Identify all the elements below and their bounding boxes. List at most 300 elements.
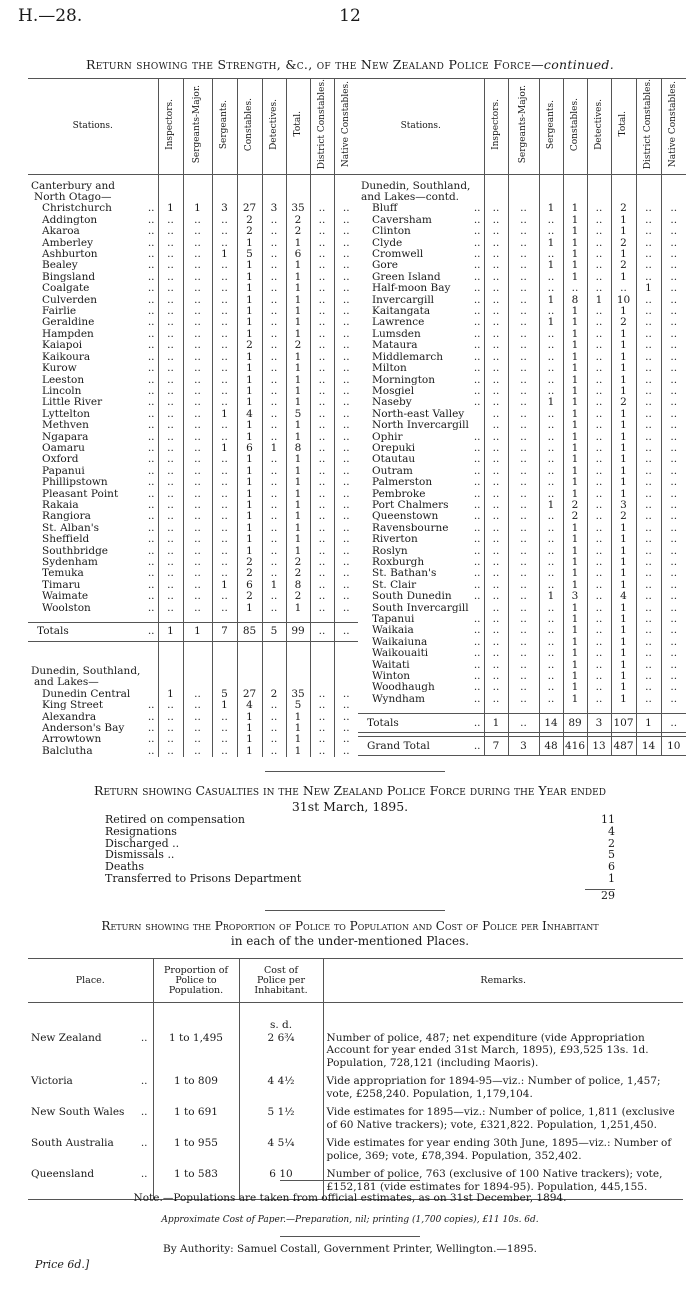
value-cell: 1 <box>563 534 587 545</box>
value-cell: .. <box>183 511 212 522</box>
value-cell: .. <box>508 682 539 693</box>
value-cell: .. <box>212 557 237 568</box>
totals-label-cell <box>28 623 158 642</box>
column-header-label: Total. <box>292 111 303 137</box>
leader-dots: .. <box>147 579 155 591</box>
value-cell: .. <box>158 511 183 522</box>
place-name: New Zealand <box>31 1031 102 1044</box>
station-name-wrap <box>42 215 157 226</box>
value-cell: 1 <box>539 397 563 408</box>
station-name-wrap <box>42 260 157 271</box>
station-name-wrap <box>372 637 483 648</box>
station-name: Kaitangata <box>372 306 431 318</box>
spacer-cell <box>286 614 310 623</box>
value-cell: .. <box>158 500 183 511</box>
value-cell: .. <box>158 591 183 602</box>
value-cell: 1 <box>237 306 262 317</box>
station-name: Mosgiel <box>372 385 415 397</box>
value-cell: .. <box>342 374 350 386</box>
value-cell: .. <box>670 545 678 557</box>
table-row <box>28 306 358 317</box>
table-row <box>28 580 358 591</box>
value-cell <box>158 181 183 192</box>
value-cell: .. <box>158 580 183 591</box>
value-cell: 1 <box>563 557 587 568</box>
value-cell: .. <box>158 557 183 568</box>
station-cell <box>28 689 158 700</box>
table-row <box>358 409 686 420</box>
station-name-wrap <box>372 603 483 614</box>
table-row <box>358 591 686 602</box>
value-cell: .. <box>342 579 350 591</box>
value-cell: 6 <box>237 443 262 454</box>
value-cell: .. <box>670 351 678 363</box>
table-row <box>28 249 358 260</box>
station-name: Invercargill <box>372 294 435 306</box>
value-cell: 1 <box>636 283 661 294</box>
station-name-wrap <box>42 580 157 591</box>
table-row <box>28 238 358 249</box>
remarks-cell: Vide estimates for 1895—viz.: Number of police, 1,811 (exclusive of 60 Native trackers); vote, £321,822. Population, 1,251,450. <box>326 1106 675 1131</box>
value-cell <box>636 181 661 192</box>
leader-dots: .. <box>473 625 481 637</box>
value-cell: .. <box>587 226 611 237</box>
value-cell: .. <box>484 238 508 249</box>
value-cell: .. <box>670 648 678 660</box>
station-name-wrap <box>372 489 483 500</box>
value-cell: .. <box>587 454 611 465</box>
column-header <box>334 79 358 175</box>
value-cell: .. <box>670 625 678 637</box>
value-cell: .. <box>636 648 661 659</box>
column-header-label: Sergeants-Major. <box>518 84 528 164</box>
value-cell: .. <box>262 260 286 271</box>
value-cell: 3 <box>212 203 237 214</box>
station-name: Lincoln <box>42 385 82 397</box>
station-cell <box>358 694 484 705</box>
proportion-row <box>28 1106 683 1137</box>
value-cell: 1 <box>539 500 563 511</box>
value-cell: .. <box>636 226 661 237</box>
spacer-cell <box>508 705 539 714</box>
value-cell: .. <box>670 568 678 580</box>
leader-dots <box>301 873 585 885</box>
value-cell: 1 <box>286 363 310 374</box>
value-cell: .. <box>563 283 587 294</box>
station-cell <box>28 489 158 500</box>
station-name: Pleasant Point <box>42 488 119 500</box>
value-cell: .. <box>183 432 212 443</box>
value-cell: 2 <box>611 511 636 522</box>
value-cell: .. <box>212 746 237 757</box>
value-cell: 1 <box>237 511 262 522</box>
value-cell: .. <box>183 283 212 294</box>
value-cell: .. <box>670 511 678 523</box>
station-name-wrap <box>42 295 157 306</box>
value-cell: 1 <box>237 375 262 386</box>
station-name-wrap <box>42 432 157 443</box>
value-cell: .. <box>484 546 508 557</box>
value-cell: 5 <box>212 689 237 700</box>
value-cell: 1 <box>611 489 636 500</box>
station-cell <box>28 700 158 711</box>
value-cell: .. <box>508 249 539 260</box>
station-name: Riverton <box>372 534 418 546</box>
value-cell: .. <box>539 511 563 522</box>
station-name: Pembroke <box>372 488 426 500</box>
value-cell: .. <box>636 466 661 477</box>
table-row <box>28 677 358 688</box>
station-name: Oamaru <box>42 442 85 454</box>
value-cell: .. <box>310 363 334 374</box>
casualty-label: Resignations <box>105 824 177 838</box>
value-cell: 8 <box>286 443 310 454</box>
total-value-cell: .. <box>334 623 358 642</box>
value-cell: .. <box>539 523 563 534</box>
value-cell: .. <box>310 689 334 700</box>
leader-dots: .. <box>147 317 155 329</box>
value-cell: .. <box>508 363 539 374</box>
table-row <box>358 694 686 705</box>
station-name: Leeston <box>42 374 85 386</box>
casualty-label: Dismissals .. <box>105 848 175 862</box>
value-cell: .. <box>158 295 183 306</box>
leader-dots: .. <box>473 579 481 591</box>
table-row <box>28 192 358 203</box>
leader-dots: .. <box>147 271 155 283</box>
total-value-cell: 416 <box>563 737 587 756</box>
value-cell: 10 <box>611 295 636 306</box>
value-cell: 5 <box>286 409 310 420</box>
value-cell: .. <box>670 488 678 500</box>
value-cell <box>212 192 237 203</box>
station-name: Wyndham <box>372 693 425 705</box>
station-name: Arrowtown <box>42 734 102 746</box>
value-cell: .. <box>183 557 212 568</box>
value-cell: 1 <box>286 523 310 534</box>
value-cell: .. <box>212 723 237 734</box>
station-cell <box>358 500 484 511</box>
value-cell <box>237 181 262 192</box>
total-value-cell: 7 <box>212 623 237 642</box>
station-cell <box>28 523 158 534</box>
station-name: and Lakes— <box>34 677 99 689</box>
station-name: Clinton <box>372 226 411 238</box>
station-name: Milton <box>372 363 407 375</box>
table-header-row <box>358 79 686 175</box>
value-cell <box>183 181 212 192</box>
station-name-wrap <box>42 329 157 340</box>
totals-label: Totals <box>37 625 69 638</box>
value-cell: 1 <box>286 295 310 306</box>
station-cell <box>28 591 158 602</box>
column-header <box>183 79 212 175</box>
table-row <box>28 689 358 700</box>
spacer-cell <box>286 642 310 667</box>
value-cell: 1 <box>563 477 587 488</box>
station-name: Geraldine <box>42 317 95 329</box>
value-cell: .. <box>342 488 350 500</box>
value-cell: .. <box>183 329 212 340</box>
value-cell: .. <box>484 660 508 671</box>
value-cell <box>212 666 237 677</box>
value-cell: .. <box>587 523 611 534</box>
value-cell: .. <box>212 734 237 745</box>
table-row <box>358 443 686 454</box>
value-cell <box>212 181 237 192</box>
column-header-label: District Constables. <box>643 79 653 170</box>
leader-dots <box>99 677 157 688</box>
leader-dots: .. <box>140 1137 148 1149</box>
value-cell: .. <box>484 260 508 271</box>
value-cell: .. <box>539 603 563 614</box>
cost-cell: 4 4½ <box>239 1075 323 1106</box>
value-cell: 2 <box>611 203 636 214</box>
value-cell: 1 <box>563 546 587 557</box>
station-name: Lyttelton <box>42 408 91 420</box>
value-cell: .. <box>212 454 237 465</box>
station-name-wrap <box>372 546 483 557</box>
value-cell: .. <box>508 203 539 214</box>
value-cell: .. <box>342 711 350 723</box>
station-name: Lumsden <box>372 328 421 340</box>
value-cell: .. <box>636 591 661 602</box>
value-cell: 2 <box>563 511 587 522</box>
value-cell: 1 <box>611 272 636 283</box>
section-divider <box>280 1180 420 1181</box>
leader-dots: .. <box>147 249 155 261</box>
value-cell: 1 <box>262 443 286 454</box>
table-row <box>28 397 358 408</box>
total-value-cell: 14 <box>539 714 563 733</box>
value-cell: 1 <box>286 511 310 522</box>
value-cell: .. <box>587 534 611 545</box>
station-cell <box>28 352 158 363</box>
station-cell <box>28 397 158 408</box>
total-value-cell: 5 <box>262 623 286 642</box>
value-cell: .. <box>508 500 539 511</box>
value-cell: 1 <box>237 260 262 271</box>
value-cell: .. <box>636 523 661 534</box>
value-cell: .. <box>539 546 563 557</box>
station-name-wrap <box>372 694 483 705</box>
station-cell <box>358 454 484 465</box>
station-cell <box>358 238 484 249</box>
value-cell: 1 <box>563 489 587 500</box>
column-header: Cost of Police per Inhabitant. <box>239 959 323 1003</box>
value-cell <box>611 181 636 192</box>
value-cell: .. <box>587 637 611 648</box>
value-cell: .. <box>342 511 350 523</box>
station-cell <box>28 295 158 306</box>
value-cell: .. <box>212 340 237 351</box>
value-cell: .. <box>342 442 350 454</box>
leader-dots <box>111 192 156 203</box>
value-cell: .. <box>310 500 334 511</box>
value-cell: 1 <box>563 203 587 214</box>
table-row <box>358 420 686 431</box>
value-cell: .. <box>484 329 508 340</box>
units-row <box>28 1003 683 1032</box>
totals-row <box>28 623 358 642</box>
value-cell: .. <box>262 603 286 614</box>
value-cell: .. <box>670 271 678 283</box>
value-cell: .. <box>310 340 334 351</box>
value-cell: 1 <box>611 557 636 568</box>
value-cell: 1 <box>611 249 636 260</box>
value-cell: 1 <box>563 352 587 363</box>
table-row <box>358 215 686 226</box>
table-row <box>358 682 686 693</box>
table-row <box>358 181 686 192</box>
station-name: Otautau <box>372 454 416 466</box>
value-cell: 1 <box>611 215 636 226</box>
total-value-cell: 89 <box>563 714 587 733</box>
value-cell: 1 <box>237 363 262 374</box>
station-cell <box>28 746 158 757</box>
value-cell: .. <box>183 523 212 534</box>
value-cell <box>539 181 563 192</box>
leader-dots: .. <box>147 511 155 523</box>
value-cell: .. <box>508 295 539 306</box>
proportion-cell: 1 to 1,495 <box>153 1032 239 1076</box>
value-cell: .. <box>212 352 237 363</box>
station-cell <box>358 340 484 351</box>
value-cell: 1 <box>611 420 636 431</box>
value-cell: .. <box>310 723 334 734</box>
cost-cell: 4 5¼ <box>239 1137 323 1168</box>
leader-dots: .. <box>473 442 481 454</box>
value-cell: .. <box>212 260 237 271</box>
value-cell: .. <box>670 249 678 261</box>
value-cell: .. <box>262 746 286 757</box>
value-cell: .. <box>158 603 183 614</box>
table-row <box>358 660 686 671</box>
column-header-label: Stations. <box>72 120 113 131</box>
station-cell <box>28 317 158 328</box>
leader-dots: .. <box>473 534 481 546</box>
value-cell: 2 <box>611 317 636 328</box>
station-name: Bluff <box>372 203 398 215</box>
value-cell: 1 <box>563 625 587 636</box>
value-cell: 1 <box>563 523 587 534</box>
station-cell <box>28 712 158 723</box>
station-name: Timaru <box>42 579 81 591</box>
value-cell: .. <box>262 489 286 500</box>
station-name: Balclutha <box>42 745 93 757</box>
value-cell: .. <box>310 295 334 306</box>
station-name-wrap <box>42 511 157 522</box>
value-cell: .. <box>636 352 661 363</box>
value-cell <box>334 192 358 203</box>
value-cell: .. <box>636 580 661 591</box>
value-cell: .. <box>587 329 611 340</box>
table-row <box>28 534 358 545</box>
value-cell: .. <box>587 432 611 443</box>
proportion-cell: 1 to 809 <box>153 1075 239 1106</box>
value-cell: 1 <box>286 746 310 757</box>
value-cell: .. <box>183 734 212 745</box>
leader-dots: .. <box>147 306 155 318</box>
value-cell: .. <box>183 443 212 454</box>
total-value-cell: .. <box>508 714 539 733</box>
value-cell: .. <box>587 660 611 671</box>
column-header <box>262 79 286 175</box>
value-cell: .. <box>670 363 678 375</box>
leader-dots: .. <box>147 557 155 568</box>
value-cell: .. <box>484 534 508 545</box>
column-header <box>310 79 334 175</box>
station-cell <box>28 238 158 249</box>
station-cell <box>28 306 158 317</box>
value-cell: .. <box>539 648 563 659</box>
table-row <box>28 215 358 226</box>
value-cell: 1 <box>563 375 587 386</box>
station-name-wrap <box>372 283 483 294</box>
station-cell <box>28 215 158 226</box>
leader-dots: .. <box>147 488 155 500</box>
value-cell: .. <box>342 385 350 397</box>
value-cell: 1 <box>611 409 636 420</box>
spacer-cell <box>158 614 183 623</box>
total-value-cell: .. <box>310 623 334 642</box>
value-cell: 1 <box>237 454 262 465</box>
station-cell <box>28 340 158 351</box>
value-cell: .. <box>158 215 183 226</box>
place-name: Queensland <box>31 1168 95 1180</box>
value-cell: .. <box>484 420 508 431</box>
station-name: Ashburton <box>42 249 98 261</box>
station-cell <box>28 568 158 579</box>
value-cell: .. <box>484 215 508 226</box>
value-cell: 1 <box>563 317 587 328</box>
value-cell: .. <box>342 454 350 466</box>
spacer-row <box>358 705 686 714</box>
value-cell: 5 <box>286 700 310 711</box>
table-row <box>28 511 358 522</box>
value-cell: 1 <box>539 591 563 602</box>
value-cell: .. <box>636 603 661 614</box>
value-cell: .. <box>636 477 661 488</box>
station-name-wrap <box>372 625 483 636</box>
value-cell: .. <box>484 557 508 568</box>
value-cell <box>484 192 508 203</box>
leader-dots <box>174 849 585 861</box>
leader-dots: .. <box>147 723 155 735</box>
station-name-wrap <box>372 238 483 249</box>
leader-dots: .. <box>473 237 481 249</box>
value-cell: 4 <box>237 409 262 420</box>
value-cell: .. <box>484 249 508 260</box>
table-row <box>28 734 358 745</box>
value-cell: .. <box>508 432 539 443</box>
table-row <box>358 249 686 260</box>
value-cell: 1 <box>563 682 587 693</box>
station-name-wrap <box>372 352 483 363</box>
column-header: Proportion of Police to Population. <box>153 959 239 1003</box>
value-cell: .. <box>484 397 508 408</box>
value-cell: .. <box>310 432 334 443</box>
spacer-cell <box>661 705 686 714</box>
value-cell: 1 <box>539 203 563 214</box>
column-header-label: Sergeants. <box>545 99 556 149</box>
station-name: Roxburgh <box>372 557 425 568</box>
value-cell: .. <box>484 203 508 214</box>
value-cell: .. <box>636 295 661 306</box>
table-row <box>28 746 358 757</box>
value-cell: .. <box>587 568 611 579</box>
value-cell: 1 <box>286 432 310 443</box>
